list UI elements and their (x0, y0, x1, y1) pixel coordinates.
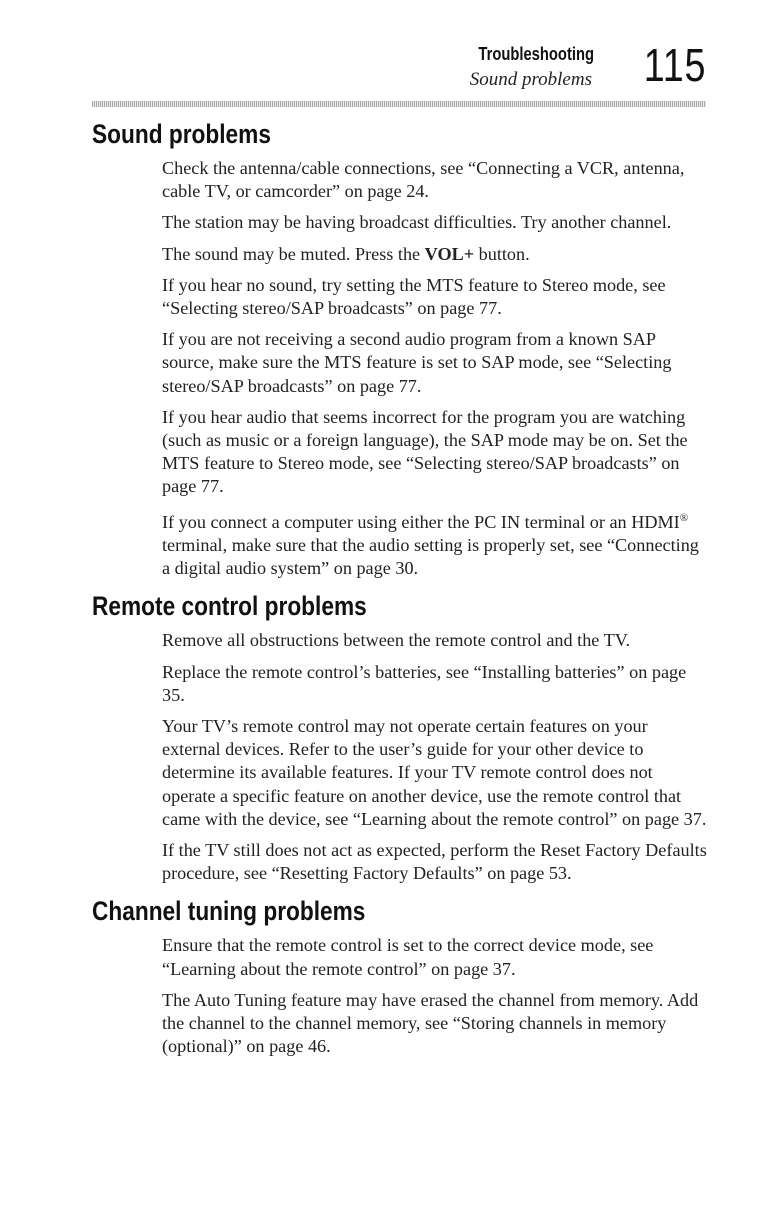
paragraph (162, 243, 710, 266)
paragraph (162, 629, 710, 652)
paragraph (162, 989, 710, 1059)
section (92, 588, 710, 885)
text-run: button. (474, 243, 530, 264)
section (92, 893, 710, 1058)
paragraph (162, 661, 710, 707)
paragraph (162, 406, 710, 499)
registered-mark: ® (679, 511, 689, 524)
paragraph (162, 839, 710, 885)
paragraph (162, 328, 710, 398)
text-run: If you connect a computer using either the PC IN terminal or an HDMI (162, 511, 680, 532)
paragraph (162, 157, 710, 203)
text-run: terminal, make sure that the audio setting is properly set, see “Connecting a digital audio system” on page 30. (162, 534, 699, 579)
text-run: The sound may be muted. Press the (162, 243, 425, 264)
header-rule (92, 101, 706, 107)
header-chapter-title: Troubleshooting (478, 44, 594, 64)
paragraph (162, 934, 710, 980)
paragraph (162, 211, 710, 234)
text-run: Remove all obstructions between the remote control and the TV. (162, 630, 631, 651)
text-run: If the TV still does not act as expected, perform the Reset Factory Defaults procedure, see “Resetting Factory Defaults” on page 53. (162, 839, 707, 884)
text-run: The Auto Tuning feature may have erased the channel from memory. Add the channel to the channel memory, see “Storing channels in memory (optional)” on page 46. (162, 989, 699, 1057)
paragraph (162, 507, 710, 581)
text-run: The station may be having broadcast difficulties. Try another channel. (162, 212, 672, 233)
page-header (286, 39, 706, 104)
text-run: Ensure that the remote control is set to the correct device mode, see “Learning about the remote control” on page 37. (162, 935, 654, 979)
section (92, 116, 710, 580)
page-number: 115 (643, 39, 706, 91)
section-heading: Sound problems (92, 119, 271, 149)
text-run: Check the antenna/cable connections, see “Connecting a VCR, antenna, cable TV, or camcorder” on page 24. (162, 158, 685, 202)
paragraph (162, 274, 710, 320)
header-section-title: Sound problems (469, 69, 592, 90)
text-run: Replace the remote control’s batteries, see “Installing batteries” on page 35. (162, 661, 687, 705)
text-run: If you are not receiving a second audio program from a known SAP source, make sure the MTS feature is set to SAP mode, see “Selecting stereo/SAP broadcasts” on page 77. (162, 329, 672, 396)
section-heading: Remote control problems (92, 591, 367, 622)
page-content (92, 116, 710, 1066)
text-run: If you hear no sound, try setting the MTS feature to Stereo mode, see “Selecting stereo/SAP broadcasts” on page 77. (162, 274, 666, 319)
text-run: Your TV’s remote control may not operate certain features on your external devices. Refer to the user’s guide for your other device to determine its available features. If your TV remote control does not operate a specific feature on another device, use the remote control that came with the device, see “Learning about the remote control” on page 37. (162, 715, 707, 829)
bold-text: VOL+ (424, 243, 475, 264)
text-run: If you hear audio that seems incorrect for the program you are watching (such as music or a foreign language), the SAP mode may be on. Set the MTS feature to Stereo mode, see “Selecting stereo/SAP broadcasts” on page 77. (162, 406, 688, 497)
paragraph (162, 715, 710, 831)
section-heading: Channel tuning problems (92, 896, 366, 927)
